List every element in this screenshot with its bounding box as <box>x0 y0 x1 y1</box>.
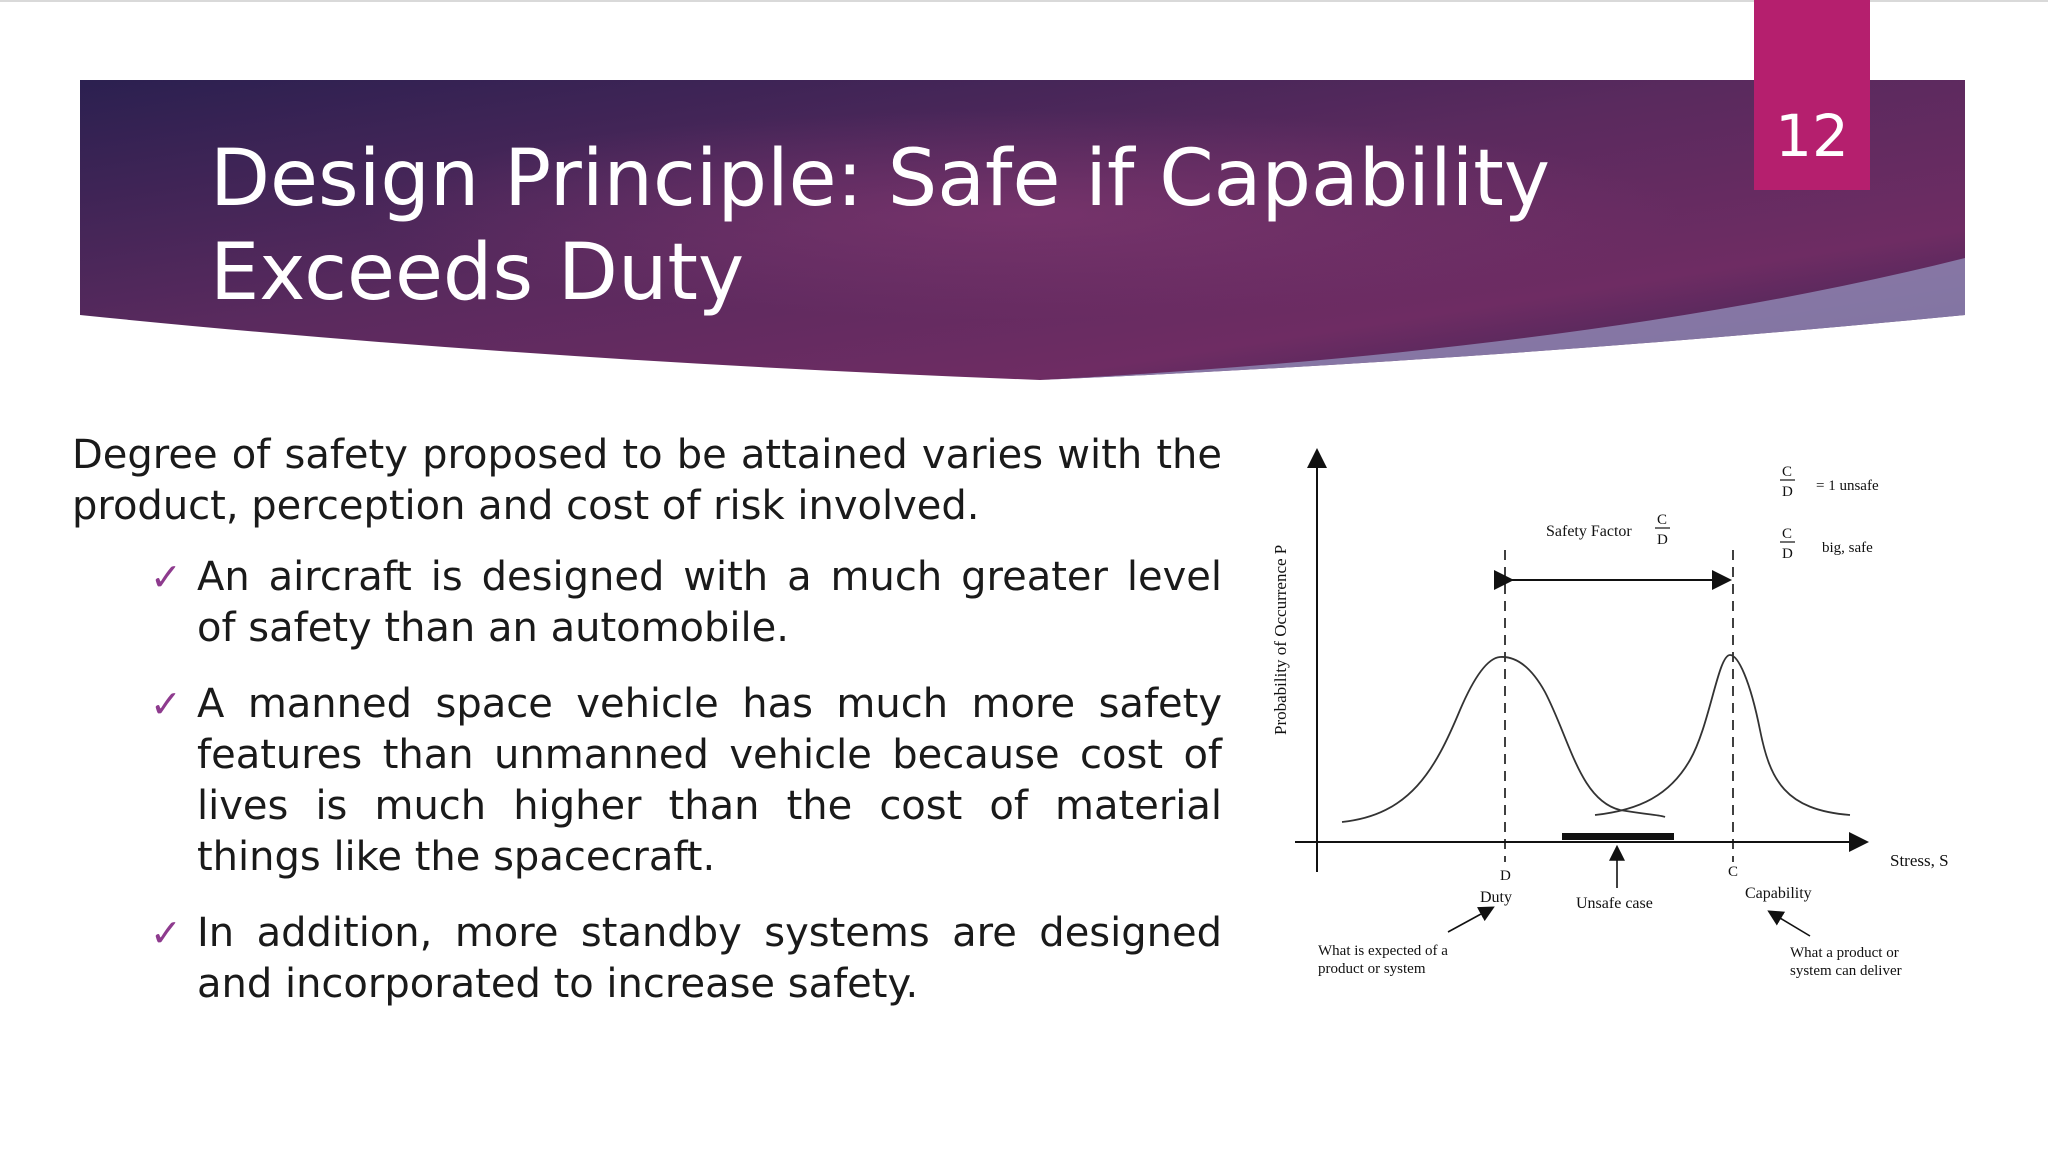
x-axis-label: Stress, S <box>1890 851 1949 870</box>
bullet-text: An aircraft is designed with a much greater level of safety than an automobile. <box>197 554 1222 651</box>
bullet-list <box>72 552 1222 1010</box>
checkmark-icon: ✓ <box>150 682 182 726</box>
page-number: 12 <box>1775 102 1849 170</box>
capability-description-line-2: system can deliver <box>1790 963 1902 979</box>
bullet-item <box>152 908 1222 1010</box>
legend-c-2: C <box>1782 526 1793 542</box>
duty-label: Duty <box>1480 889 1512 906</box>
capability-description-line-1: What a product or <box>1790 945 1899 961</box>
duty-description-line-2: product or system <box>1318 961 1426 977</box>
title-line-1: Design Principle: Safe if Capability <box>210 134 1551 224</box>
unsafe-case-bar <box>1562 833 1674 840</box>
capability-distribution-curve <box>1595 655 1850 815</box>
safety-factor-d: D <box>1657 532 1668 548</box>
title-line-2: Exceeds Duty <box>210 228 745 318</box>
bullet-text: A manned space vehicle has much more safety features than unmanned vehicle because cost of lives is much higher than the cost of material things like the spacecraft. <box>197 681 1222 880</box>
capability-pointer <box>1770 912 1810 936</box>
safety-factor-c: C <box>1657 512 1668 528</box>
legend-unsafe: = 1 unsafe <box>1816 478 1879 494</box>
bullet-text: In addition, more standby systems are designed and incorporated to increase safety. <box>197 910 1222 1007</box>
bullet-item <box>152 552 1222 654</box>
capability-label: Capability <box>1745 885 1812 902</box>
y-axis-label: Probability of Occurrence P <box>1271 544 1290 735</box>
duty-pointer <box>1448 908 1492 932</box>
legend-c-1: C <box>1782 464 1793 480</box>
legend-safe: big, safe <box>1822 540 1873 556</box>
diagram-svg <box>1260 430 1980 1010</box>
duty-description-line-1: What is expected of a <box>1318 943 1448 959</box>
safety-factor-diagram <box>1260 430 1980 1010</box>
intro-paragraph: Degree of safety proposed to be attained varies with the product, perception and cost of risk involved. <box>72 432 1222 529</box>
slide-title <box>210 132 1610 320</box>
legend-d-2: D <box>1782 546 1793 562</box>
unsafe-case-label: Unsafe case <box>1576 895 1653 912</box>
d-mark: D <box>1500 868 1511 884</box>
bullet-item <box>152 679 1222 883</box>
safety-factor-label: Safety Factor <box>1546 523 1632 540</box>
duty-distribution-curve <box>1342 657 1665 822</box>
page-number-tab <box>1754 0 1870 190</box>
checkmark-icon: ✓ <box>150 911 182 955</box>
slide-body <box>72 430 1222 1035</box>
checkmark-icon: ✓ <box>150 555 182 599</box>
legend-d-1: D <box>1782 484 1793 500</box>
c-mark: C <box>1728 864 1739 880</box>
